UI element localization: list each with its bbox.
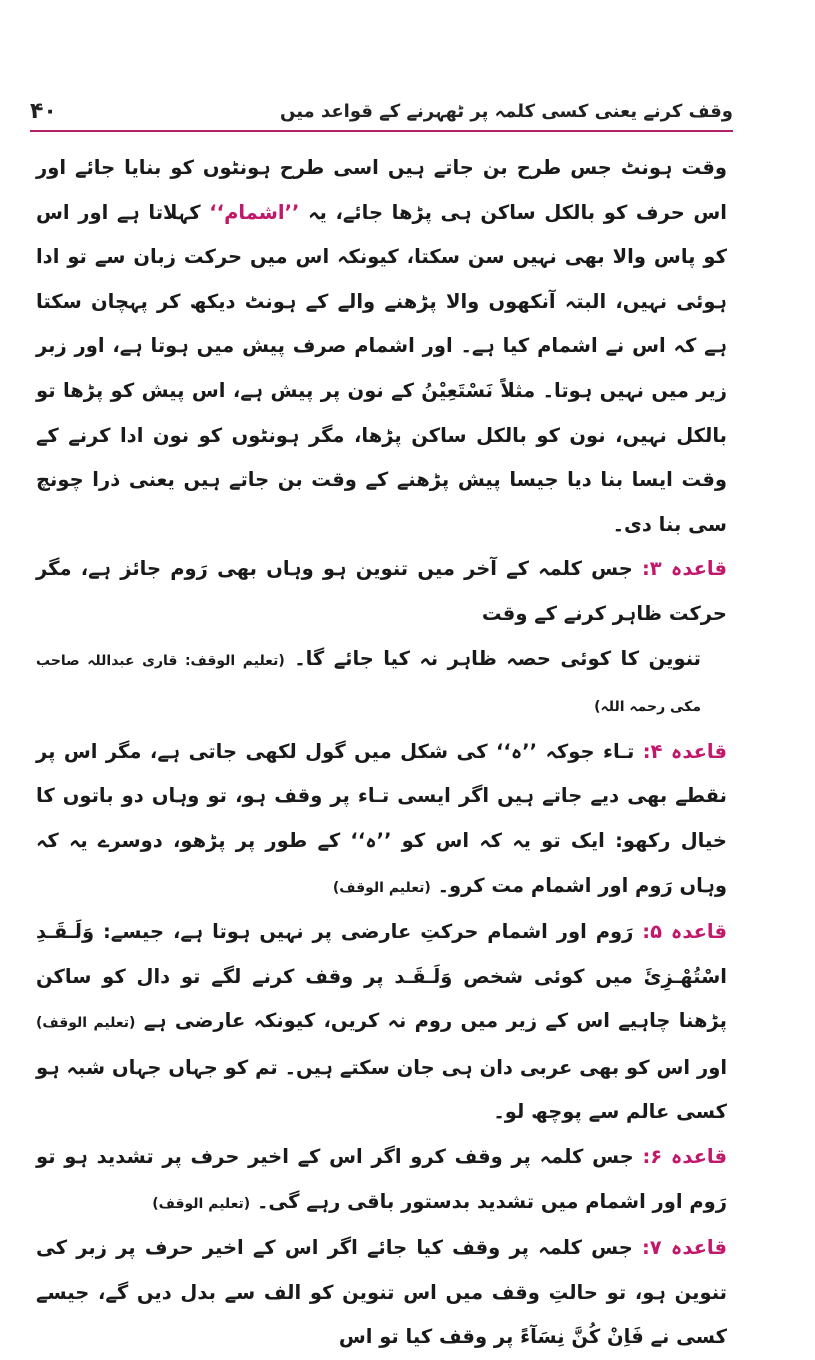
- intro-text-2: کہلاتا ہے اور اس کو پاس والا بھی نہیں سن سکتا، کیونکہ اس میں حرکت زبان سے تو ادا ہوئی نہیں، البتہ آنکھوں والا پڑھنے والے کے ہونٹ دیکھ کر پہچان سکتا ہے کہ اس نے اشمام کیا ہے۔ اور اشمام صرف پیش میں ہوتا ہے، اور زبر زیر میں نہیں ہوتا۔ مثلاً نَسْتَعِيْنُ کے نون پر پیش ہے، اس پیش کو پڑھا تو بالکل نہیں، نون کو بالکل ساکن پڑھا، مگر ہونٹوں کو نون ادا کرنے کے وقت ایسا بنا دیا جیسا پیش پڑھنے کے وقت بن جاتے ہیں یعنی ذرا چونچ سی بنا دی۔: [36, 200, 727, 536]
- page-number: ۴۰: [30, 99, 57, 124]
- intro-text-1: وقت ہونٹ جس طرح بن جاتے ہیں اسی طرح ہونٹوں کو بنایا جائے اور اس حرف کو بالکل ساکن ہی پڑھا جائے، یہ: [36, 156, 727, 224]
- rule-reference: (تعلیم الوقف): [36, 1015, 136, 1032]
- intro-paragraph: [36, 146, 727, 547]
- rule-text: رَوم اور اشمام حرکتِ عارضی پر نہیں ہوتا ہے، جیسے: وَلَـقَـدِ اسْتُهْـزِئَ میں کوئی شخص وَلَـقَـد پر وقف کرنے لگے تو دال کو ساکن پڑھنا چاہیے اس کے زیر میں روم نہ کریں، کیونکہ عارضی ہے: [36, 920, 727, 1033]
- header-divider: [30, 130, 733, 132]
- rule-reference: (تعلیم الوقف): [152, 1195, 251, 1212]
- rule-4: [36, 730, 727, 910]
- rule-continuation-text: تنوین کا کوئی حصہ ظاہر نہ کیا جائے گا۔: [294, 646, 701, 670]
- rule-text: جس کلمہ پر وقف کرو اگر اس کے اخیر حرف پر تشدید ہو تو رَوم اور اشمام میں تشدید بدستور باقی رہے گی۔: [36, 1145, 727, 1213]
- running-title: وقف کرنے یعنی کسی کلمہ پر ٹھہرنے کے قواعد میں: [280, 101, 733, 122]
- rule-text: تـاء جوکہ ’’ہ‘‘ کی شکل میں گول لکھی جاتی ہے، مگر اس پر نقطے بھی دیے جاتے ہیں اگر ایسی تـاء پر وقف ہو، تو وہاں دو باتوں کا خیال رکھو: ایک تو یہ کہ اس کو ’’ہ‘‘ کے طور پر پڑھو، دوسرے یہ کہ وہاں رَوم اور اشمام مت کرو۔: [36, 739, 727, 897]
- rule-label: قاعدہ ۴:: [642, 739, 727, 763]
- rule-label: قاعدہ ۳:: [641, 557, 727, 581]
- rule-label: قاعدہ ۵:: [642, 920, 727, 944]
- rule-6: [36, 1135, 727, 1226]
- rule-label: قاعدہ ۷:: [641, 1236, 728, 1260]
- rule-7: [36, 1226, 727, 1360]
- rule-continuation: [36, 637, 727, 730]
- rule-3: [36, 547, 727, 729]
- rule-label: قاعدہ ۶:: [642, 1145, 728, 1169]
- rule-text-after: اور اس کو بھی عربی دان ہی جان سکتے ہیں۔ تم کو جہاں جہاں شبہ ہو کسی عالم سے پوچھ لو۔: [36, 1055, 727, 1124]
- page-header: [30, 88, 733, 128]
- rule-reference: (تعلیم الوقف): [332, 879, 431, 896]
- rule-text: جس کلمہ پر وقف کیا جائے اگر اس کے اخیر حرف پر زبر کی تنوین ہو، تو حالتِ وقف میں اس تنوین کو الف سے بدل دیں گے، جیسے کسی نے فَاِنْ كُنَّ نِسَآءً پر وقف کیا تو اس: [36, 1236, 727, 1349]
- rule-reference: (تعلیم الوقف: قاری عبداللہ صاحب مکی رحمہ اللہ): [36, 652, 701, 716]
- rule-5: [36, 910, 727, 1135]
- ishmam-term: ’’اشمام‘‘: [209, 200, 300, 224]
- rule-text: جس کلمہ کے آخر میں تنوین ہو وہاں بھی رَوم جائز ہے، مگر حرکت ظاہر کرنے کے وقت: [36, 557, 727, 625]
- page-body: [36, 146, 727, 1360]
